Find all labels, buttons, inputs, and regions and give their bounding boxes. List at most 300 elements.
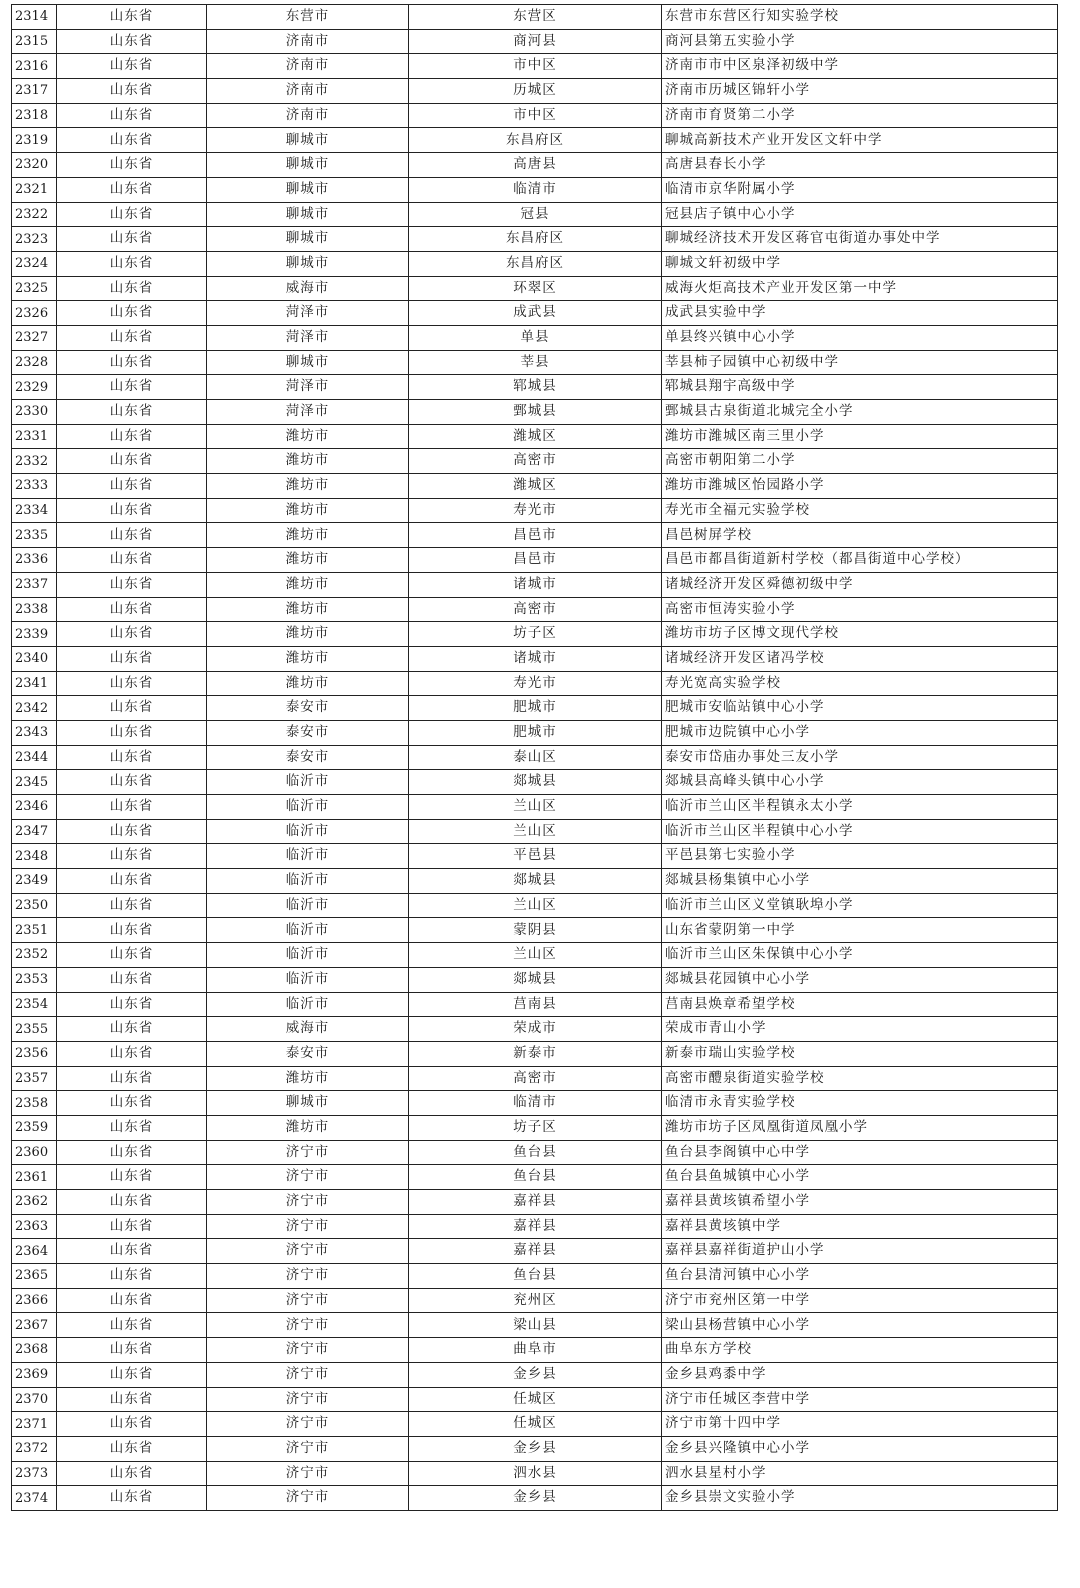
province-cell: 山东省	[57, 523, 207, 548]
district-cell: 高密市	[409, 1066, 662, 1091]
province-cell: 山东省	[57, 967, 207, 992]
table-row	[12, 1115, 1058, 1140]
district-cell: 鄄城县	[409, 400, 662, 425]
city-cell: 泰安市	[207, 1041, 409, 1066]
table-row	[12, 646, 1058, 671]
school-name-cell: 金乡县兴隆镇中心小学	[662, 1436, 1058, 1461]
table-row	[12, 548, 1058, 573]
district-cell: 高密市	[409, 449, 662, 474]
row-number-cell: 2331	[12, 424, 57, 449]
row-number-cell: 2362	[12, 1190, 57, 1215]
school-name-cell: 泰安市岱庙办事处三友小学	[662, 745, 1058, 770]
row-number-cell: 2357	[12, 1066, 57, 1091]
row-number-cell: 2345	[12, 770, 57, 795]
district-cell: 临清市	[409, 177, 662, 202]
city-cell: 济宁市	[207, 1387, 409, 1412]
row-number-cell: 2324	[12, 251, 57, 276]
table-row	[12, 1091, 1058, 1116]
city-cell: 菏泽市	[207, 325, 409, 350]
school-name-cell: 寿光宽高实验学校	[662, 671, 1058, 696]
table-row	[12, 597, 1058, 622]
district-cell: 东昌府区	[409, 227, 662, 252]
district-cell: 东昌府区	[409, 251, 662, 276]
district-cell: 诸城市	[409, 646, 662, 671]
table-row	[12, 276, 1058, 301]
school-name-cell: 嘉祥县黄垓镇中学	[662, 1214, 1058, 1239]
school-name-cell: 聊城文轩初级中学	[662, 251, 1058, 276]
row-number-cell: 2332	[12, 449, 57, 474]
district-cell: 曲阜市	[409, 1338, 662, 1363]
province-cell: 山东省	[57, 844, 207, 869]
school-name-cell: 聊城高新技术产业开发区文轩中学	[662, 128, 1058, 153]
table-row	[12, 770, 1058, 795]
province-cell: 山东省	[57, 1288, 207, 1313]
row-number-cell: 2325	[12, 276, 57, 301]
province-cell: 山东省	[57, 325, 207, 350]
province-cell: 山东省	[57, 1264, 207, 1289]
district-cell: 寿光市	[409, 498, 662, 523]
row-number-cell: 2344	[12, 745, 57, 770]
city-cell: 临沂市	[207, 893, 409, 918]
province-cell: 山东省	[57, 1190, 207, 1215]
province-cell: 山东省	[57, 424, 207, 449]
city-cell: 潍坊市	[207, 671, 409, 696]
school-name-cell: 荣成市青山小学	[662, 1017, 1058, 1042]
province-cell: 山东省	[57, 646, 207, 671]
city-cell: 菏泽市	[207, 375, 409, 400]
province-cell: 山东省	[57, 1387, 207, 1412]
province-cell: 山东省	[57, 177, 207, 202]
row-number-cell: 2318	[12, 103, 57, 128]
row-number-cell: 2327	[12, 325, 57, 350]
school-name-cell: 潍坊市潍城区南三里小学	[662, 424, 1058, 449]
district-cell: 鱼台县	[409, 1140, 662, 1165]
school-name-cell: 临清市永青实验学校	[662, 1091, 1058, 1116]
row-number-cell: 2335	[12, 523, 57, 548]
table-row	[12, 992, 1058, 1017]
province-cell: 山东省	[57, 1412, 207, 1437]
table-row	[12, 227, 1058, 252]
school-name-cell: 郯城县杨集镇中心小学	[662, 869, 1058, 894]
province-cell: 山东省	[57, 745, 207, 770]
district-cell: 高密市	[409, 597, 662, 622]
province-cell: 山东省	[57, 79, 207, 104]
table-row	[12, 325, 1058, 350]
school-name-cell: 高密市恒涛实验小学	[662, 597, 1058, 622]
school-name-cell: 昌邑树屏学校	[662, 523, 1058, 548]
row-number-cell: 2370	[12, 1387, 57, 1412]
table-row	[12, 1461, 1058, 1486]
province-cell: 山东省	[57, 992, 207, 1017]
city-cell: 济南市	[207, 79, 409, 104]
city-cell: 潍坊市	[207, 622, 409, 647]
district-cell: 郯城县	[409, 869, 662, 894]
row-number-cell: 2373	[12, 1461, 57, 1486]
city-cell: 聊城市	[207, 350, 409, 375]
row-number-cell: 2354	[12, 992, 57, 1017]
district-cell: 历城区	[409, 79, 662, 104]
school-name-cell: 郯城县高峰头镇中心小学	[662, 770, 1058, 795]
school-name-cell: 临沂市兰山区朱保镇中心小学	[662, 943, 1058, 968]
city-cell: 济宁市	[207, 1436, 409, 1461]
city-cell: 济南市	[207, 54, 409, 79]
province-cell: 山东省	[57, 696, 207, 721]
province-cell: 山东省	[57, 1239, 207, 1264]
row-number-cell: 2348	[12, 844, 57, 869]
district-cell: 昌邑市	[409, 548, 662, 573]
school-name-cell: 高密市醴泉街道实验学校	[662, 1066, 1058, 1091]
district-cell: 兰山区	[409, 819, 662, 844]
table-row	[12, 498, 1058, 523]
table-row	[12, 1412, 1058, 1437]
table-row	[12, 523, 1058, 548]
province-cell: 山东省	[57, 720, 207, 745]
school-name-cell: 诸城经济开发区舜德初级中学	[662, 572, 1058, 597]
row-number-cell: 2359	[12, 1115, 57, 1140]
table-row	[12, 893, 1058, 918]
school-name-cell: 嘉祥县嘉祥街道护山小学	[662, 1239, 1058, 1264]
row-number-cell: 2315	[12, 29, 57, 54]
province-cell: 山东省	[57, 1362, 207, 1387]
row-number-cell: 2337	[12, 572, 57, 597]
school-name-cell: 东营市东营区行知实验学校	[662, 5, 1058, 30]
district-cell: 鱼台县	[409, 1264, 662, 1289]
table-row	[12, 1214, 1058, 1239]
school-name-cell: 济南市历城区锦轩小学	[662, 79, 1058, 104]
district-cell: 泗水县	[409, 1461, 662, 1486]
school-name-cell: 临清市京华附属小学	[662, 177, 1058, 202]
city-cell: 泰安市	[207, 745, 409, 770]
province-cell: 山东省	[57, 893, 207, 918]
school-name-cell: 郓城县翔宇高级中学	[662, 375, 1058, 400]
district-cell: 泰山区	[409, 745, 662, 770]
district-cell: 郯城县	[409, 770, 662, 795]
school-name-cell: 郯城县花园镇中心小学	[662, 967, 1058, 992]
province-cell: 山东省	[57, 1461, 207, 1486]
row-number-cell: 2343	[12, 720, 57, 745]
district-cell: 嘉祥县	[409, 1214, 662, 1239]
province-cell: 山东省	[57, 548, 207, 573]
row-number-cell: 2353	[12, 967, 57, 992]
district-cell: 冠县	[409, 202, 662, 227]
row-number-cell: 2314	[12, 5, 57, 30]
city-cell: 临沂市	[207, 844, 409, 869]
table-row	[12, 54, 1058, 79]
district-cell: 高唐县	[409, 153, 662, 178]
city-cell: 潍坊市	[207, 597, 409, 622]
row-number-cell: 2329	[12, 375, 57, 400]
city-cell: 潍坊市	[207, 498, 409, 523]
province-cell: 山东省	[57, 202, 207, 227]
district-cell: 梁山县	[409, 1313, 662, 1338]
city-cell: 临沂市	[207, 943, 409, 968]
city-cell: 菏泽市	[207, 400, 409, 425]
city-cell: 济宁市	[207, 1264, 409, 1289]
province-cell: 山东省	[57, 918, 207, 943]
city-cell: 济宁市	[207, 1362, 409, 1387]
row-number-cell: 2355	[12, 1017, 57, 1042]
city-cell: 济宁市	[207, 1190, 409, 1215]
province-cell: 山东省	[57, 301, 207, 326]
row-number-cell: 2361	[12, 1165, 57, 1190]
district-cell: 诸城市	[409, 572, 662, 597]
row-number-cell: 2363	[12, 1214, 57, 1239]
district-cell: 郓城县	[409, 375, 662, 400]
district-cell: 寿光市	[409, 671, 662, 696]
city-cell: 临沂市	[207, 869, 409, 894]
table-row	[12, 1239, 1058, 1264]
city-cell: 威海市	[207, 276, 409, 301]
table-row	[12, 375, 1058, 400]
table-row	[12, 844, 1058, 869]
row-number-cell: 2330	[12, 400, 57, 425]
school-name-cell: 聊城经济技术开发区蒋官屯街道办事处中学	[662, 227, 1058, 252]
document-page	[11, 4, 1057, 1511]
city-cell: 潍坊市	[207, 1115, 409, 1140]
table-row	[12, 128, 1058, 153]
table-row	[12, 1140, 1058, 1165]
district-cell: 金乡县	[409, 1362, 662, 1387]
row-number-cell: 2366	[12, 1288, 57, 1313]
city-cell: 潍坊市	[207, 572, 409, 597]
province-cell: 山东省	[57, 1115, 207, 1140]
school-name-cell: 临沂市兰山区义堂镇耿埠小学	[662, 893, 1058, 918]
district-cell: 新泰市	[409, 1041, 662, 1066]
school-name-cell: 金乡县鸡黍中学	[662, 1362, 1058, 1387]
school-name-cell: 泗水县星村小学	[662, 1461, 1058, 1486]
city-cell: 聊城市	[207, 227, 409, 252]
city-cell: 聊城市	[207, 128, 409, 153]
row-number-cell: 2369	[12, 1362, 57, 1387]
row-number-cell: 2334	[12, 498, 57, 523]
city-cell: 潍坊市	[207, 449, 409, 474]
city-cell: 济宁市	[207, 1214, 409, 1239]
school-name-cell: 莒南县焕章希望学校	[662, 992, 1058, 1017]
province-cell: 山东省	[57, 350, 207, 375]
table-row	[12, 449, 1058, 474]
district-cell: 兰山区	[409, 943, 662, 968]
province-cell: 山东省	[57, 597, 207, 622]
table-row	[12, 29, 1058, 54]
row-number-cell: 2372	[12, 1436, 57, 1461]
school-name-cell: 诸城经济开发区诸冯学校	[662, 646, 1058, 671]
row-number-cell: 2346	[12, 795, 57, 820]
district-cell: 鱼台县	[409, 1165, 662, 1190]
school-name-cell: 曲阜东方学校	[662, 1338, 1058, 1363]
school-name-cell: 鱼台县鱼城镇中心小学	[662, 1165, 1058, 1190]
table-row	[12, 177, 1058, 202]
city-cell: 济宁市	[207, 1313, 409, 1338]
province-cell: 山东省	[57, 400, 207, 425]
row-number-cell: 2339	[12, 622, 57, 647]
row-number-cell: 2320	[12, 153, 57, 178]
table-row	[12, 720, 1058, 745]
province-cell: 山东省	[57, 1165, 207, 1190]
city-cell: 泰安市	[207, 696, 409, 721]
school-name-cell: 鱼台县李阁镇中心中学	[662, 1140, 1058, 1165]
row-number-cell: 2367	[12, 1313, 57, 1338]
school-name-cell: 济宁市兖州区第一中学	[662, 1288, 1058, 1313]
school-name-cell: 鱼台县清河镇中心小学	[662, 1264, 1058, 1289]
district-cell: 莒南县	[409, 992, 662, 1017]
city-cell: 临沂市	[207, 795, 409, 820]
city-cell: 潍坊市	[207, 1066, 409, 1091]
city-cell: 济宁市	[207, 1412, 409, 1437]
province-cell: 山东省	[57, 869, 207, 894]
row-number-cell: 2322	[12, 202, 57, 227]
city-cell: 济宁市	[207, 1461, 409, 1486]
table-row	[12, 1313, 1058, 1338]
province-cell: 山东省	[57, 622, 207, 647]
table-row	[12, 943, 1058, 968]
table-row	[12, 400, 1058, 425]
province-cell: 山东省	[57, 1436, 207, 1461]
table-row	[12, 1436, 1058, 1461]
table-row	[12, 424, 1058, 449]
table-row	[12, 79, 1058, 104]
table-row	[12, 1288, 1058, 1313]
row-number-cell: 2350	[12, 893, 57, 918]
province-cell: 山东省	[57, 1313, 207, 1338]
district-cell: 嘉祥县	[409, 1239, 662, 1264]
city-cell: 济宁市	[207, 1239, 409, 1264]
school-name-cell: 梁山县杨营镇中心小学	[662, 1313, 1058, 1338]
province-cell: 山东省	[57, 498, 207, 523]
city-cell: 菏泽市	[207, 301, 409, 326]
district-cell: 肥城市	[409, 720, 662, 745]
row-number-cell: 2328	[12, 350, 57, 375]
province-cell: 山东省	[57, 103, 207, 128]
table-row	[12, 1066, 1058, 1091]
district-cell: 任城区	[409, 1387, 662, 1412]
province-cell: 山东省	[57, 770, 207, 795]
school-name-cell: 鄄城县古泉街道北城完全小学	[662, 400, 1058, 425]
table-row	[12, 869, 1058, 894]
school-name-cell: 单县终兴镇中心小学	[662, 325, 1058, 350]
table-row	[12, 745, 1058, 770]
city-cell: 济宁市	[207, 1486, 409, 1511]
district-cell: 临清市	[409, 1091, 662, 1116]
row-number-cell: 2368	[12, 1338, 57, 1363]
district-cell: 坊子区	[409, 622, 662, 647]
school-name-cell: 寿光市全福元实验学校	[662, 498, 1058, 523]
row-number-cell: 2342	[12, 696, 57, 721]
row-number-cell: 2347	[12, 819, 57, 844]
school-name-cell: 平邑县第七实验小学	[662, 844, 1058, 869]
district-cell: 任城区	[409, 1412, 662, 1437]
table-row	[12, 1486, 1058, 1511]
district-cell: 兰山区	[409, 795, 662, 820]
province-cell: 山东省	[57, 375, 207, 400]
table-row	[12, 103, 1058, 128]
city-cell: 济南市	[207, 29, 409, 54]
row-number-cell: 2352	[12, 943, 57, 968]
school-name-cell: 昌邑市都昌街道新村学校（都昌街道中心学校）	[662, 548, 1058, 573]
district-cell: 荣成市	[409, 1017, 662, 1042]
city-cell: 潍坊市	[207, 523, 409, 548]
school-name-cell: 新泰市瑞山实验学校	[662, 1041, 1058, 1066]
district-cell: 金乡县	[409, 1436, 662, 1461]
province-cell: 山东省	[57, 1017, 207, 1042]
district-cell: 莘县	[409, 350, 662, 375]
table-row	[12, 819, 1058, 844]
province-cell: 山东省	[57, 54, 207, 79]
table-row	[12, 474, 1058, 499]
province-cell: 山东省	[57, 276, 207, 301]
row-number-cell: 2341	[12, 671, 57, 696]
district-cell: 平邑县	[409, 844, 662, 869]
table-row	[12, 202, 1058, 227]
city-cell: 临沂市	[207, 967, 409, 992]
school-name-cell: 潍坊市潍城区怡园路小学	[662, 474, 1058, 499]
table-row	[12, 622, 1058, 647]
city-cell: 聊城市	[207, 1091, 409, 1116]
table-row	[12, 1165, 1058, 1190]
table-row	[12, 1041, 1058, 1066]
province-cell: 山东省	[57, 1091, 207, 1116]
district-cell: 市中区	[409, 54, 662, 79]
school-name-cell: 威海火炬高技术产业开发区第一中学	[662, 276, 1058, 301]
row-number-cell: 2374	[12, 1486, 57, 1511]
city-cell: 潍坊市	[207, 548, 409, 573]
row-number-cell: 2321	[12, 177, 57, 202]
school-name-cell: 济南市育贤第二小学	[662, 103, 1058, 128]
table-row	[12, 671, 1058, 696]
school-name-cell: 临沂市兰山区半程镇中心小学	[662, 819, 1058, 844]
row-number-cell: 2364	[12, 1239, 57, 1264]
row-number-cell: 2316	[12, 54, 57, 79]
table-body	[12, 5, 1058, 1511]
city-cell: 潍坊市	[207, 646, 409, 671]
province-cell: 山东省	[57, 1140, 207, 1165]
school-name-cell: 高密市朝阳第二小学	[662, 449, 1058, 474]
table-row	[12, 1264, 1058, 1289]
school-name-cell: 肥城市安临站镇中心小学	[662, 696, 1058, 721]
district-cell: 兰山区	[409, 893, 662, 918]
province-cell: 山东省	[57, 153, 207, 178]
school-name-cell: 成武县实验中学	[662, 301, 1058, 326]
city-cell: 临沂市	[207, 992, 409, 1017]
city-cell: 聊城市	[207, 177, 409, 202]
city-cell: 济宁市	[207, 1338, 409, 1363]
row-number-cell: 2358	[12, 1091, 57, 1116]
district-cell: 坊子区	[409, 1115, 662, 1140]
row-number-cell: 2351	[12, 918, 57, 943]
school-name-cell: 金乡县崇文实验小学	[662, 1486, 1058, 1511]
province-cell: 山东省	[57, 251, 207, 276]
row-number-cell: 2340	[12, 646, 57, 671]
province-cell: 山东省	[57, 943, 207, 968]
school-name-cell: 冠县店子镇中心小学	[662, 202, 1058, 227]
district-cell: 市中区	[409, 103, 662, 128]
district-cell: 东营区	[409, 5, 662, 30]
city-cell: 泰安市	[207, 720, 409, 745]
district-cell: 成武县	[409, 301, 662, 326]
province-cell: 山东省	[57, 29, 207, 54]
table-row	[12, 153, 1058, 178]
province-cell: 山东省	[57, 128, 207, 153]
province-cell: 山东省	[57, 227, 207, 252]
city-cell: 济宁市	[207, 1165, 409, 1190]
province-cell: 山东省	[57, 1214, 207, 1239]
row-number-cell: 2349	[12, 869, 57, 894]
school-name-cell: 山东省蒙阴第一中学	[662, 918, 1058, 943]
city-cell: 济宁市	[207, 1288, 409, 1313]
table-row	[12, 572, 1058, 597]
province-cell: 山东省	[57, 1338, 207, 1363]
school-name-cell: 济宁市任城区李营中学	[662, 1387, 1058, 1412]
city-cell: 临沂市	[207, 918, 409, 943]
